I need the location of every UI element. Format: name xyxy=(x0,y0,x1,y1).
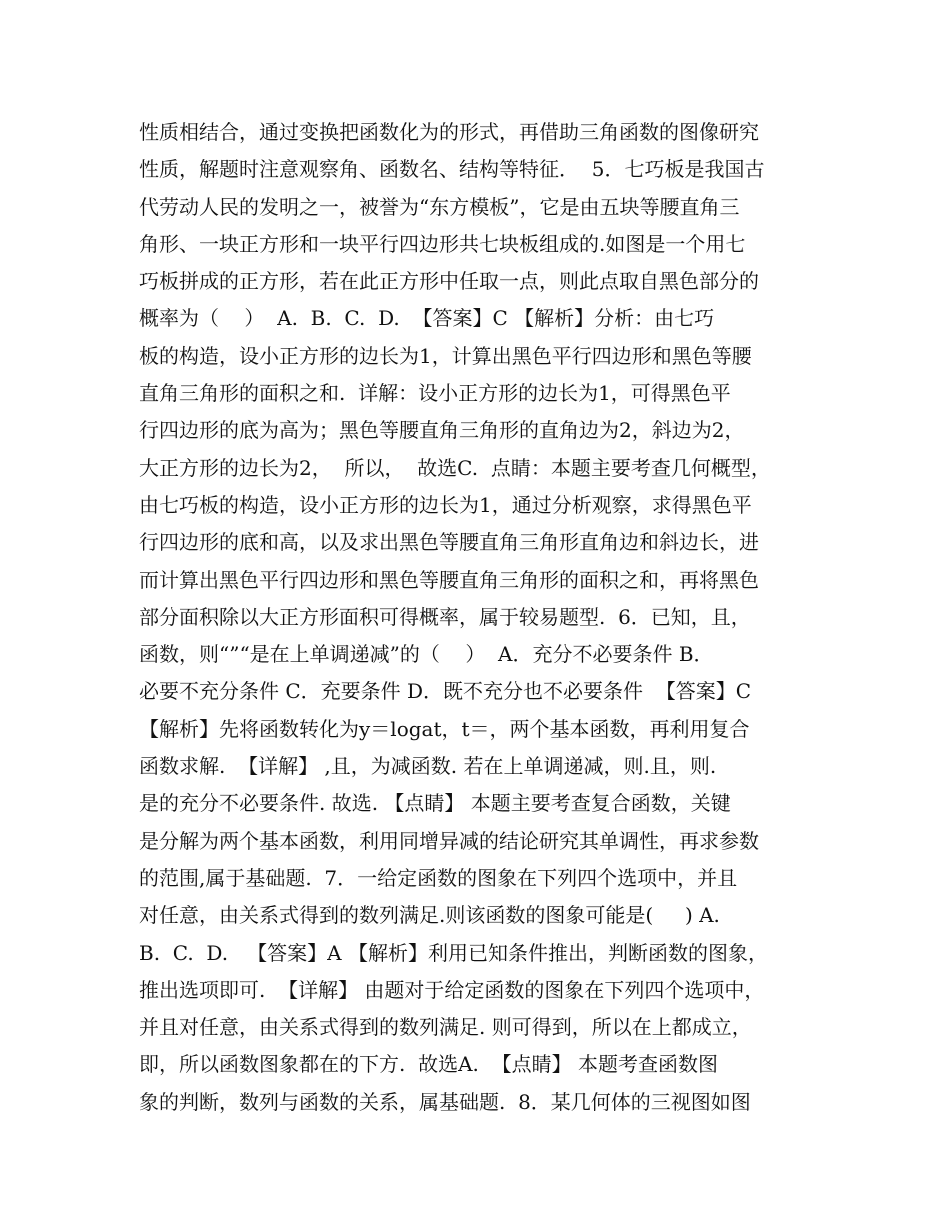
text-line: 性质相结合，通过变换把函数化为的形式，再借助三角函数的图像研究 xyxy=(139,120,759,144)
text-line: 而计算出黑色平行四边形和黑色等腰直角三角形的面积之和，再将黑色 xyxy=(139,567,759,592)
text-line: 行四边形的底为高为；黑色等腰直角三角形的直角边为2，斜边为2， xyxy=(139,418,745,443)
text-line: 对任意，由关系式得到的数列满足.则该函数的图象可能是( ) A. xyxy=(139,903,720,928)
text-line: 是分解为两个基本函数，利用同增异减的结论研究其单调性，再求参数 xyxy=(139,828,759,853)
text-line: 函数求解. 【详解】 ,且，为减函数. 若在上单调递减，则.且，则. xyxy=(139,754,717,779)
text-line: 部分面积除以大正方形面积可得概率，属于较易题型. 6．已知，且， xyxy=(139,604,751,629)
text-line: 角形、一块正方形和一块平行四边形共七块板组成的.如图是一个用七 xyxy=(139,231,746,256)
text-line: 象的判断，数列与函数的关系，属基础题. 8．某几何体的三视图如图 xyxy=(139,1089,751,1114)
text-line: 性质，解题时注意观察角、函数名、结构等特征． 5．七巧板是我国古 xyxy=(139,157,765,182)
body-text xyxy=(139,114,839,1121)
text-line: 直角三角形的面积之和. 详解：设小正方形的边长为1，可得黑色平 xyxy=(139,381,731,406)
text-line: 概率为（ ） A. B. C. D. 【答案】C 【解析】分析：由七巧 xyxy=(139,306,715,331)
text-line: 是的充分不必要条件. 故选. 【点睛】 本题主要考查复合函数，关键 xyxy=(139,791,731,816)
text-line: 由七巧板的构造，设小正方形的边长为1，通过分析观察，求得黑色平 xyxy=(139,492,752,517)
text-line: B. C. D. 【答案】A 【解析】利用已知条件推出，判断函数的图象， xyxy=(139,940,768,965)
text-line: 推出选项即可. 【详解】 由题对于给定函数的图象在下列四个选项中， xyxy=(139,977,765,1002)
text-line: 即，所以函数图象都在的下方. 故选A. 【点睛】 本题考查函数图 xyxy=(139,1052,718,1077)
text-line: 大正方形的边长为2， 所以， 故选C. 点睛：本题主要考查几何概型， xyxy=(139,455,771,480)
text-line: 巧板拼成的正方形，若在此正方形中任取一点，则此点取自黑色部分的 xyxy=(139,269,759,294)
text-line: 必要不充分条件 C．充要条件 D．既不充分也不必要条件 【答案】C xyxy=(139,679,752,704)
text-line: 【解析】先将函数转化为y＝logat，t＝，两个基本函数，再利用复合 xyxy=(139,716,750,741)
text-line: 并且对任意，由关系式得到的数列满足. 则可得到，所以在上都成立， xyxy=(139,1015,752,1040)
text-line: 行四边形的底和高，以及求出黑色等腰直角三角形直角边和斜边长，进 xyxy=(139,530,759,555)
text-line: 函数，则“”“是在上单调递减”的（ ） A．充分不必要条件 B． xyxy=(139,642,714,667)
text-line: 的范围,属于基础题. 7．一给定函数的图象在下列四个选项中，并且 xyxy=(139,865,738,890)
text-line: 板的构造，设小正方形的边长为1，计算出黑色平行四边形和黑色等腰 xyxy=(139,343,752,368)
text-line: 代劳动人民的发明之一，被誉为“东方模板”，它是由五块等腰直角三 xyxy=(139,194,740,219)
